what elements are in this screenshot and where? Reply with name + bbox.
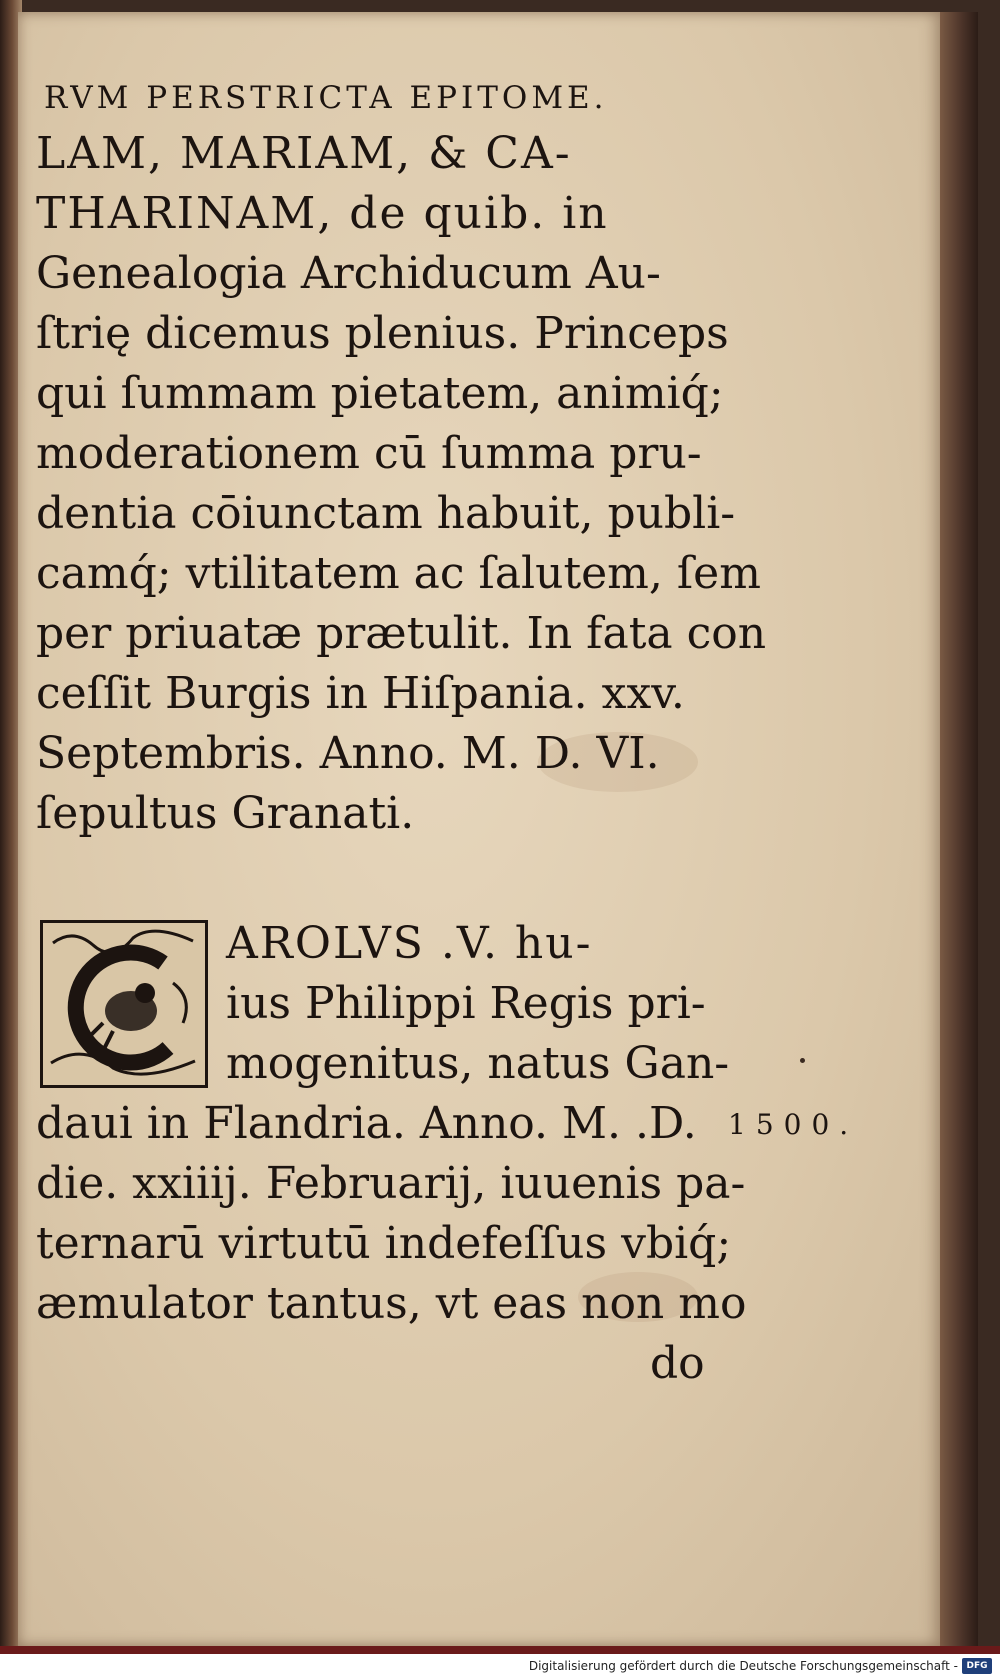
catchword: do — [650, 1338, 705, 1389]
book-edge-bottom — [0, 1646, 1000, 1654]
marginal-note: 1500. — [728, 1108, 859, 1141]
body-line: daui in Flandria. Anno. M. .D. — [36, 1098, 697, 1149]
body-line: æmulator tantus, vt eas non mo — [36, 1278, 747, 1329]
body-line: ius Philippi Regis pri- — [226, 978, 706, 1029]
ink-dot — [800, 1058, 805, 1063]
body-line: per priuatæ prætulit. In fata con — [36, 608, 767, 659]
body-line: qui ſummam pietatem, animiq́; — [36, 368, 724, 419]
running-head: RVM PERSTRICTA EPITOME. — [44, 80, 608, 116]
body-line: moderationem cū ſumma pru- — [36, 428, 702, 479]
body-line: die. xxiiij. Februarij, iuuenis pa- — [36, 1158, 746, 1209]
body-line: LAM, MARIAM, & CA- — [36, 128, 572, 179]
body-line: ſepultus Granati. — [36, 788, 415, 839]
body-line: Septembris. Anno. M. D. VI. — [36, 728, 660, 779]
footer-bar — [0, 1654, 1000, 1678]
body-line: ternarū virtutū indefeſſus vbiq́; — [36, 1218, 732, 1269]
book-edge-right — [940, 12, 978, 1646]
decorated-initial-c-icon — [40, 920, 208, 1088]
body-line: dentia cōiunctam habuit, publi- — [36, 488, 736, 539]
footer-credit: Digitalisierung gefördert durch die Deutsche Forschungsgemeinschaft - — [528, 1659, 958, 1673]
body-line: ſtrię dicemus plenius. Princeps — [36, 308, 729, 359]
dfg-logo-icon: DFG — [962, 1658, 992, 1674]
body-line: THARINAM, de quib. in — [36, 188, 609, 239]
body-line: Genealogia Archiducum Au- — [36, 248, 661, 299]
body-line: ceſſit Burgis in Hiſpania. xxv. — [36, 668, 685, 719]
body-line: mogenitus, natus Gan- — [226, 1038, 730, 1089]
body-line: camq́; vtilitatem ac ſalutem, ſem — [36, 548, 761, 599]
decorated-initial-c-icon — [43, 923, 205, 1085]
body-line: AROLVS .V. hu- — [226, 918, 593, 969]
